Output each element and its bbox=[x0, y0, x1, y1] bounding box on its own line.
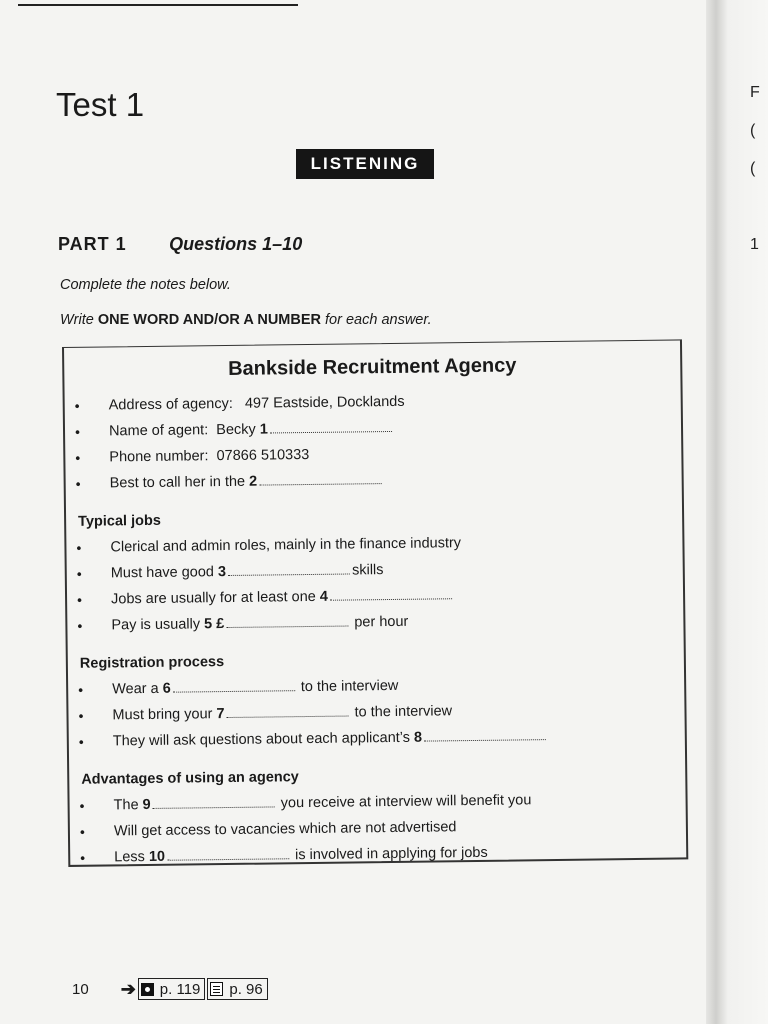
item-before: Less bbox=[114, 849, 145, 866]
top-rule bbox=[18, 4, 298, 6]
bullet: • bbox=[79, 823, 85, 840]
audio-reference[interactable] bbox=[138, 978, 206, 1000]
instruction-line-1: Complete the notes below. bbox=[60, 277, 231, 293]
bullet: • bbox=[76, 591, 83, 608]
answer-gap[interactable] bbox=[153, 804, 275, 808]
cd-icon bbox=[141, 983, 154, 996]
answer-key-reference[interactable] bbox=[207, 978, 267, 1000]
answer-gap[interactable] bbox=[173, 688, 295, 692]
item-before: Must bring your bbox=[112, 706, 213, 724]
bullet: • bbox=[74, 397, 80, 414]
bullet: • bbox=[74, 423, 81, 440]
bullet: • bbox=[78, 733, 84, 750]
instruction-line-2 bbox=[60, 312, 432, 328]
answer-gap[interactable] bbox=[167, 856, 289, 860]
item-before: Wear a bbox=[112, 680, 159, 698]
bullet: • bbox=[80, 849, 86, 866]
bullet: • bbox=[79, 797, 85, 814]
instruction-suffix: for each answer. bbox=[321, 312, 432, 328]
page-footer bbox=[72, 978, 268, 1000]
item-before: Pay is usually bbox=[111, 616, 201, 634]
audio-reference-page: p. 119 bbox=[159, 980, 201, 998]
edge-char: F bbox=[750, 84, 760, 101]
question-number: 6 bbox=[162, 680, 171, 697]
item-label: Address of agency: bbox=[108, 395, 233, 414]
answer-gap[interactable] bbox=[227, 714, 349, 718]
section-label: LISTENING bbox=[296, 149, 434, 179]
item-value: Becky bbox=[216, 421, 256, 439]
item-after: skills bbox=[351, 562, 384, 579]
instruction-emphasis: ONE WORD AND/OR A NUMBER bbox=[97, 312, 321, 328]
item-text: Will get access to vacancies which are not advertised bbox=[113, 819, 457, 840]
arrow-icon: ➔ bbox=[120, 978, 136, 999]
item-after: you receive at interview will benefit you bbox=[280, 792, 532, 812]
item-before: Jobs are usually for at least one bbox=[110, 588, 316, 608]
bullet: • bbox=[76, 565, 82, 582]
edge-char: 1 bbox=[750, 236, 759, 253]
item-before: The bbox=[113, 797, 139, 814]
question-number: 5 bbox=[203, 616, 213, 633]
notes-box bbox=[62, 339, 688, 867]
book-icon bbox=[210, 982, 223, 996]
answer-key-reference-page: p. 96 bbox=[229, 980, 263, 998]
page-title: Test 1 bbox=[56, 86, 145, 123]
page-number: 10 bbox=[72, 980, 89, 998]
item-before: Must have good bbox=[110, 564, 215, 582]
item-after: is involved in applying for jobs bbox=[294, 844, 488, 864]
answer-gap[interactable] bbox=[330, 596, 452, 600]
question-number: 2 bbox=[249, 473, 258, 490]
section-heading: Registration process bbox=[79, 654, 225, 672]
item-label: Name of agent: bbox=[108, 422, 209, 440]
item-value: 497 Eastside, Docklands bbox=[244, 393, 405, 412]
question-number: 1 bbox=[259, 421, 268, 438]
item-after: to the interview bbox=[300, 677, 399, 696]
question-number: 7 bbox=[216, 706, 225, 723]
adjacent-page-edge bbox=[706, 0, 768, 1024]
item-value: 07866 510333 bbox=[216, 446, 310, 465]
answer-gap[interactable] bbox=[424, 737, 546, 741]
part-label: PART 1 bbox=[58, 234, 127, 254]
question-number: 3 bbox=[217, 564, 227, 581]
answer-gap[interactable] bbox=[270, 429, 392, 433]
bullet: • bbox=[75, 475, 81, 492]
item-before: They will ask questions about each applicant’s bbox=[112, 729, 411, 750]
notes-title: Bankside Recruitment Agency bbox=[228, 354, 517, 380]
answer-gap[interactable] bbox=[228, 571, 350, 575]
currency-symbol: £ bbox=[216, 616, 225, 633]
question-number: 4 bbox=[319, 588, 329, 605]
item-label: Best to call her in the bbox=[109, 473, 246, 492]
edge-char: ( bbox=[750, 122, 756, 139]
item-text: Clerical and admin roles, mainly in the finance industry bbox=[110, 535, 462, 556]
item-after: per hour bbox=[354, 613, 409, 631]
question-number: 9 bbox=[142, 796, 151, 814]
bullet: • bbox=[78, 681, 84, 698]
question-number: 8 bbox=[413, 729, 423, 746]
bullet: • bbox=[76, 539, 82, 556]
answer-gap[interactable] bbox=[226, 624, 348, 628]
answer-gap[interactable] bbox=[259, 481, 381, 485]
bullet: • bbox=[78, 707, 84, 724]
section-heading: Typical jobs bbox=[78, 512, 161, 530]
questions-range: Questions 1–10 bbox=[169, 234, 303, 254]
item-after: to the interview bbox=[354, 703, 453, 721]
instruction-prefix: Write bbox=[60, 312, 98, 328]
question-number: 10 bbox=[148, 848, 166, 865]
bullet: • bbox=[75, 449, 81, 466]
item-label: Phone number: bbox=[109, 448, 209, 466]
bullet: • bbox=[77, 617, 83, 634]
section-heading: Advantages of using an agency bbox=[81, 769, 299, 788]
part-header bbox=[58, 234, 302, 255]
edge-char: ( bbox=[750, 160, 756, 177]
